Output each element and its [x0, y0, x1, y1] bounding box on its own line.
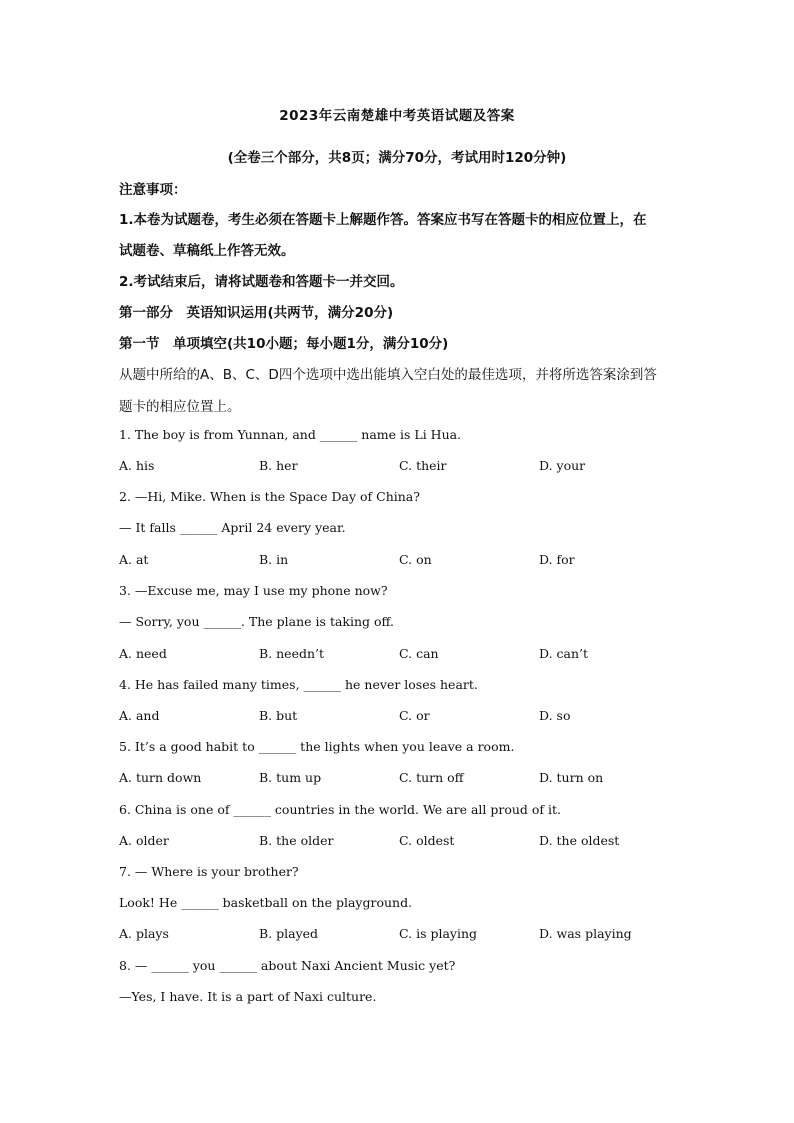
option-a: A. turn down	[119, 770, 202, 785]
option-c: C. can	[399, 646, 439, 661]
section1-heading: 第一节 单项填空(共10小题；每小题1分，满分10分)	[119, 336, 449, 352]
question-2-stem: 2. —Hi, Mike. When is the Space Day of China?	[119, 489, 420, 504]
question-4-options	[0, 708, 794, 726]
question-4-stem: 4. He has failed many times, ______ he never loses heart.	[119, 677, 478, 692]
question-6-stem: 6. China is one of ______ countries in the world. We are all proud of it.	[119, 802, 562, 817]
option-a: A. older	[119, 833, 169, 848]
option-a: A. plays	[119, 926, 169, 941]
option-c: C. their	[399, 458, 447, 473]
notice-item-2: 2.考试结束后，请将试题卷和答题卡一并交回。	[119, 274, 404, 290]
question-3-reply: — Sorry, you ______. The plane is taking off.	[119, 614, 394, 629]
instruction-line-2: 题卡的相应位置上。	[119, 399, 241, 415]
question-7-reply: Look! He ______ basketball on the playground.	[119, 895, 413, 910]
question-3-stem: 3. —Excuse me, may I use my phone now?	[119, 583, 388, 598]
question-6-options	[0, 833, 794, 851]
notice-item-1: 1.本卷为试题卷，考生必须在答题卡上解题作答。答案应书写在答题卡的相应位置上，在	[119, 212, 647, 228]
question-5-options	[0, 770, 794, 788]
option-b: B. tum up	[259, 770, 322, 785]
part1-heading: 第一部分 英语知识运用(共两节，满分20分)	[119, 305, 394, 321]
option-b: B. needn’t	[259, 646, 325, 661]
option-c: C. is playing	[399, 926, 478, 941]
option-b: B. in	[259, 552, 289, 567]
option-a: A. and	[119, 708, 160, 723]
option-d: D. so	[539, 708, 571, 723]
option-b: B. played	[259, 926, 319, 941]
question-1-options	[0, 458, 794, 476]
option-b: B. but	[259, 708, 298, 723]
option-d: D. can’t	[539, 646, 589, 661]
question-3-options	[0, 646, 794, 664]
option-b: B. the older	[259, 833, 334, 848]
question-7-options	[0, 926, 794, 944]
question-8-reply: —Yes, I have. It is a part of Naxi culture.	[119, 989, 377, 1004]
option-c: C. oldest	[399, 833, 455, 848]
option-b: B. her	[259, 458, 298, 473]
option-c: C. on	[399, 552, 432, 567]
question-5-stem: 5. It’s a good habit to ______ the lights when you leave a room.	[119, 739, 515, 754]
question-1-stem: 1. The boy is from Yunnan, and ______ name is Li Hua.	[119, 427, 462, 442]
page-title: 2023年云南楚雄中考英语试题及答案	[279, 108, 515, 124]
option-c: C. or	[399, 708, 430, 723]
question-8-stem: 8. — ______ you ______ about Naxi Ancient Music yet?	[119, 958, 456, 973]
question-7-stem: 7. — Where is your brother?	[119, 864, 299, 879]
option-d: D. for	[539, 552, 575, 567]
option-a: A. his	[119, 458, 155, 473]
notice-item-1-cont: 试题卷、草稿纸上作答无效。	[119, 243, 295, 259]
option-c: C. turn off	[399, 770, 464, 785]
option-a: A. at	[119, 552, 149, 567]
option-d: D. the oldest	[539, 833, 620, 848]
page-subtitle: (全卷三个部分，共8页；满分70分，考试用时120分钟)	[227, 150, 567, 166]
option-d: D. your	[539, 458, 586, 473]
instruction-line-1: 从题中所给的A、B、C、D四个选项中选出能填入空白处的最佳选项，并将所选答案涂到答	[119, 367, 657, 383]
option-d: D. turn on	[539, 770, 604, 785]
question-2-options	[0, 552, 794, 570]
question-2-reply: — It falls ______ April 24 every year.	[119, 520, 346, 535]
option-a: A. need	[119, 646, 167, 661]
notice-heading: 注意事项：	[119, 182, 187, 198]
option-d: D. was playing	[539, 926, 632, 941]
